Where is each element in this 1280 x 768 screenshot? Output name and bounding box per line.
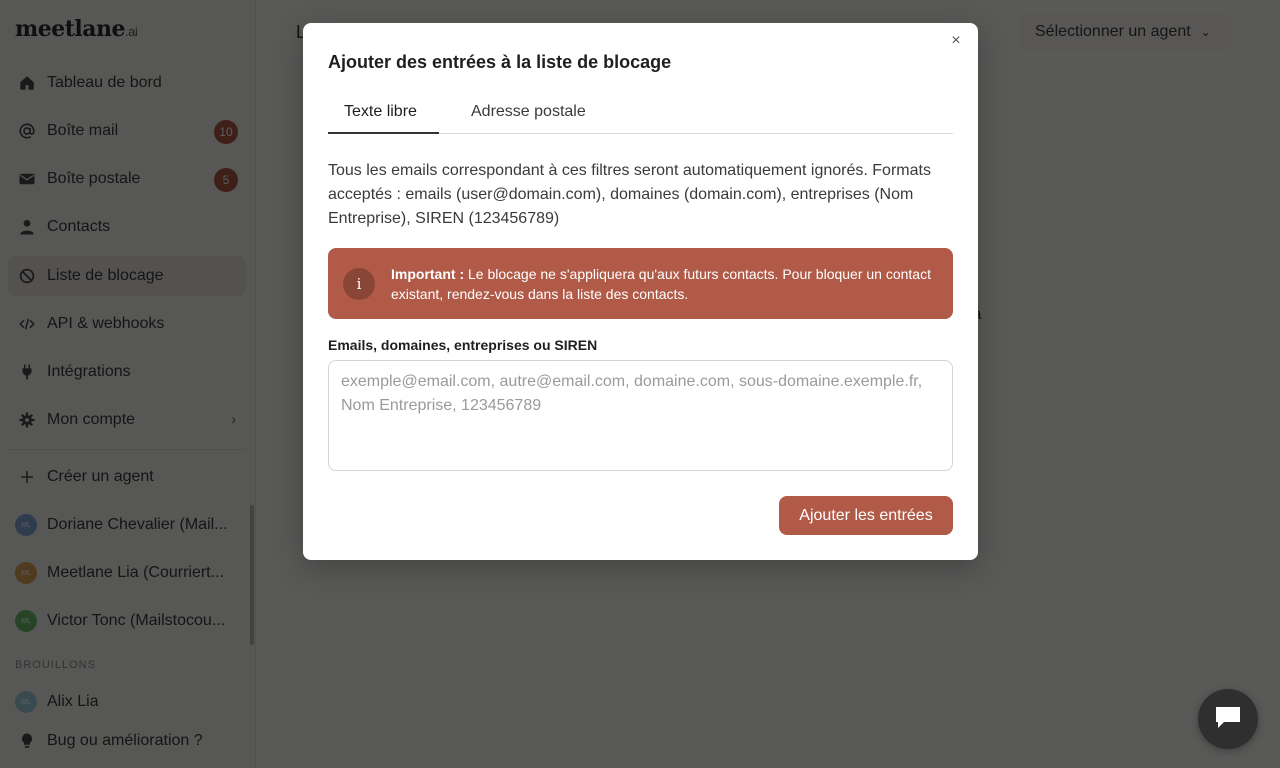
modal-description: Tous les emails correspondant à ces filtres seront automatiquement ignorés. Formats acceptés : emails (user@domain.com), domaines (domain.com), entreprises (Nom Entreprise), SIREN (123456789) — [328, 162, 931, 227]
info-icon: i — [343, 268, 375, 300]
alert-text — [391, 264, 933, 304]
blocklist-modal — [303, 23, 978, 560]
close-icon[interactable]: × — [951, 32, 961, 49]
modal-title: Ajouter des entrées à la liste de blocage — [328, 52, 672, 72]
tab-free-text[interactable] — [328, 99, 439, 134]
tab-label: Adresse postale — [471, 103, 586, 120]
add-entries-button[interactable]: Ajouter les entrées — [779, 496, 953, 535]
tab-postal-address[interactable] — [455, 99, 602, 134]
modal-tabs — [328, 99, 953, 134]
chat-widget-button[interactable] — [1198, 689, 1258, 749]
entries-textarea[interactable] — [328, 360, 953, 471]
tab-label: Texte libre — [344, 103, 417, 120]
alert-message: Le blocage ne s'appliquera qu'aux futurs contacts. Pour bloquer un contact existant, rendez-vous dans la liste des contacts. — [391, 265, 931, 302]
important-alert — [328, 248, 953, 319]
entries-field-label: Emails, domaines, entreprises ou SIREN — [328, 337, 598, 353]
chat-icon — [1213, 703, 1243, 736]
alert-strong: Important : — [391, 265, 465, 282]
